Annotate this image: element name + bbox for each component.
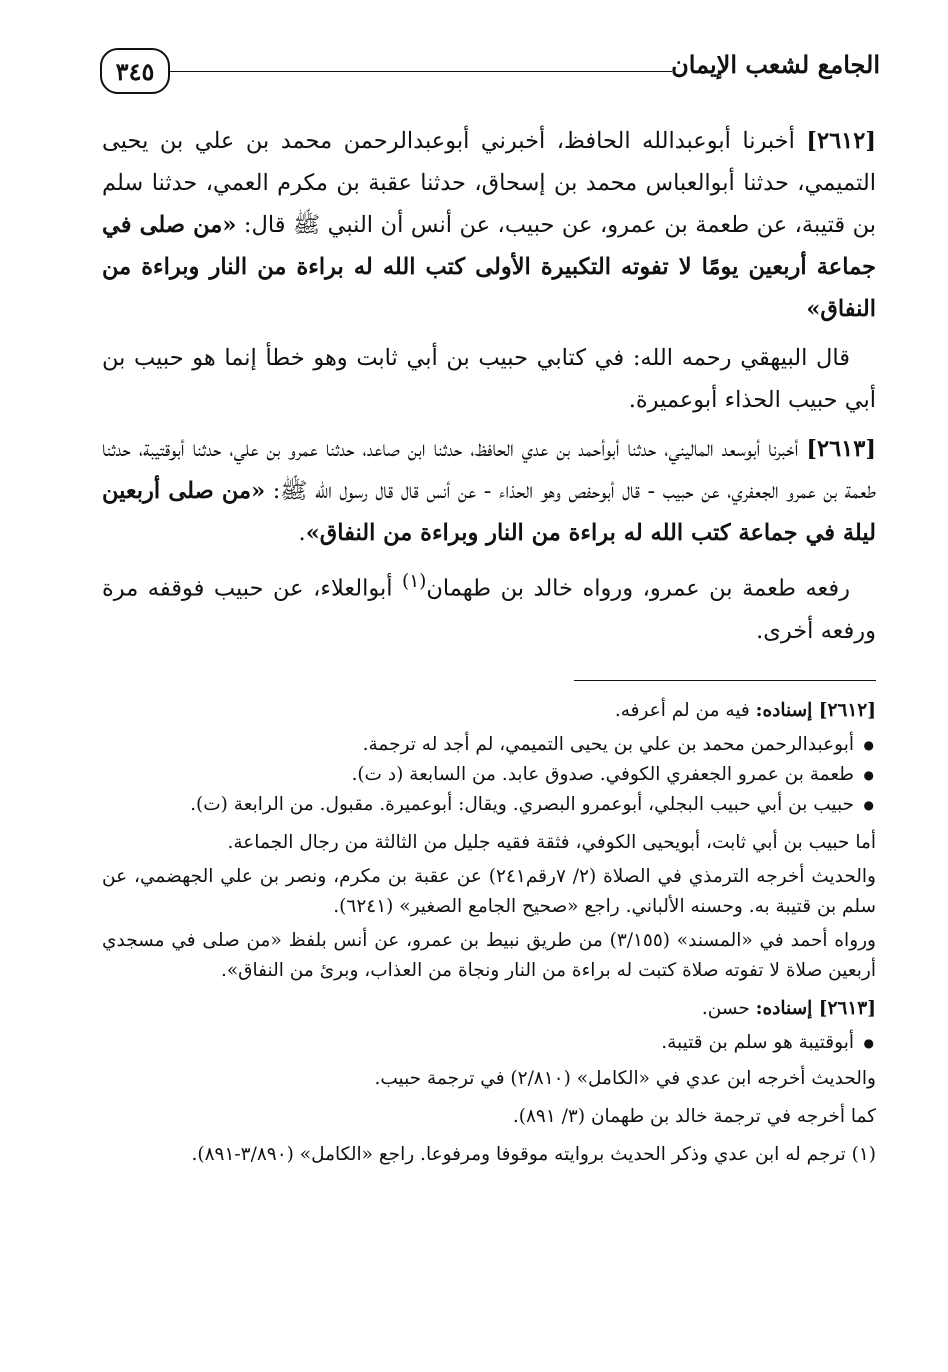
hadith-matn: «من صلى أربعين ليلة في جماعة كتب الله له براءة من النار وبراءة من النفاق»: [102, 478, 876, 546]
list-item: ● حبيب بن أبي حبيب البجلي، أبوعمرو البصري. ويقال: أبوعميرة. مقبول. من الرابعة (ت).: [102, 790, 854, 820]
hadith-isnad: أخبرنا أبوعبدالله الحافظ، أخبرني أبوعبدالرحمن محمد بن علي بن يحيى التميمي، حدثنا أبوالعباس محمد بن إسحاق، حدثنا عقبة بن مكرم العمي، حدثنا سلم بن قتيبة، عن طعمة بن عمرو، عن حبيب، عن أنس أن النبي ﷺ قال:: [102, 128, 876, 238]
note-number: [٢٦١٣]: [818, 998, 876, 1019]
narrator-list: [102, 1028, 876, 1058]
list-item: ● طعمة بن عمرو الجعفري الكوفي. صدوق عابد. من السابعة (د ت).: [102, 760, 854, 790]
bayhaqi-comment: قال البيهقي رحمه الله: في كتابي حبيب بن أبي ثابت وهو خطأ إنما هو حبيب بن أبي حبيب الحذاء أبوعميرة.: [102, 345, 876, 413]
note-verdict: فيه من لم أعرفه.: [614, 700, 756, 721]
note-paragraph: أما حبيب بن أبي ثابت، أبويحيى الكوفي، فثقة فقيه جليل من الثالثة من رجال الجماعة.: [227, 832, 876, 853]
note-paragraph: والحديث أخرجه ابن عدي في «الكامل» (٢/٨١٠) في ترجمة حبيب.: [374, 1068, 876, 1089]
riwaya-comment: [102, 561, 876, 652]
comment-text: رفعه طعمة بن عمرو، ورواه خالد بن طهمان: [426, 575, 850, 602]
main-text: [102, 120, 876, 659]
page-number: ٣٤٥: [115, 56, 155, 86]
hadith-number: [٢٦١٣]: [806, 436, 876, 462]
list-item: ● أبوقتيبة هو سلم بن قتيبة.: [102, 1028, 854, 1058]
footnote-separator: [574, 680, 876, 681]
header-rule: [170, 71, 672, 72]
footnote-mark: (١): [402, 571, 427, 592]
note-2613-heading: [102, 994, 876, 1024]
hadith-matn: «من صلى في جماعة أربعين يومًا لا تفوته التكبيرة الأولى كتب الله له براءة من النار وبراءة من النفاق»: [102, 212, 876, 322]
note-2612-heading: [102, 696, 876, 726]
hadith-2612: [102, 120, 876, 330]
note-number: [٢٦١٢]: [818, 700, 876, 721]
footnote: (١) ترجم له ابن عدي وذكر الحديث بروايته موقوفا ومرفوعا. راجع «الكامل» (٣/٨٩٠-٨٩١).: [191, 1144, 876, 1165]
note-verdict: حسن.: [701, 998, 756, 1019]
note-label: إسناده:: [755, 700, 819, 721]
note-paragraph: كما أخرجه في ترجمة خالد بن طهمان (٣/ ٨٩١).: [512, 1106, 876, 1127]
note-label: إسناده:: [755, 998, 819, 1019]
note-paragraph: ورواه أحمد في «المسند» (٣/١٥٥) من طريق نبيط بن عمرو، عن أنس بلفظ «من صلى في مسجدي أربعين صلاة لا تفوته صلاة كتبت له براءة من النار ونجاة من العذاب، وبرئ من النفاق».: [102, 930, 876, 981]
hadith-number: [٢٦١٢]: [806, 128, 876, 154]
comment-text: أبوالعلاء، عن حبيب فوقفه مرة ورفعه أخرى.: [102, 575, 876, 644]
hadith-isnad: أخبرنا أبوسعد الماليني، حدثنا أبوأحمد بن عدي الحافظ، حدثنا ابن صاعد، حدثنا عمرو بن علي، حدثنا أبوقتيبة، حدثنا طعمة بن عمرو الجعفري، عن حبيب - قال أبوحفص وهو الحذاء - عن أنس قال قال رسول الله ﷺ:: [102, 436, 876, 504]
notes-section: [102, 696, 876, 1174]
book-title: الجامع لشعب الإيمان: [671, 50, 880, 79]
note-paragraph: والحديث أخرجه الترمذي في الصلاة (٢/ ٧رقم٢٤١) عن عقبة بن مكرم، ونصر بن علي الجهضمي، عن سلم بن قتيبة به. وحسنه الألباني. راجع «صحيح الجامع الصغير» (٦٢٤١).: [102, 866, 876, 917]
narrator-list: [102, 730, 876, 820]
page-number-badge: [100, 48, 170, 94]
hadith-end: .: [298, 520, 306, 546]
running-header: [100, 38, 880, 98]
list-item: ● أبوعبدالرحمن محمد بن علي بن يحيى التميمي، لم أجد له ترجمة.: [102, 730, 854, 760]
hadith-2613: [102, 428, 876, 554]
